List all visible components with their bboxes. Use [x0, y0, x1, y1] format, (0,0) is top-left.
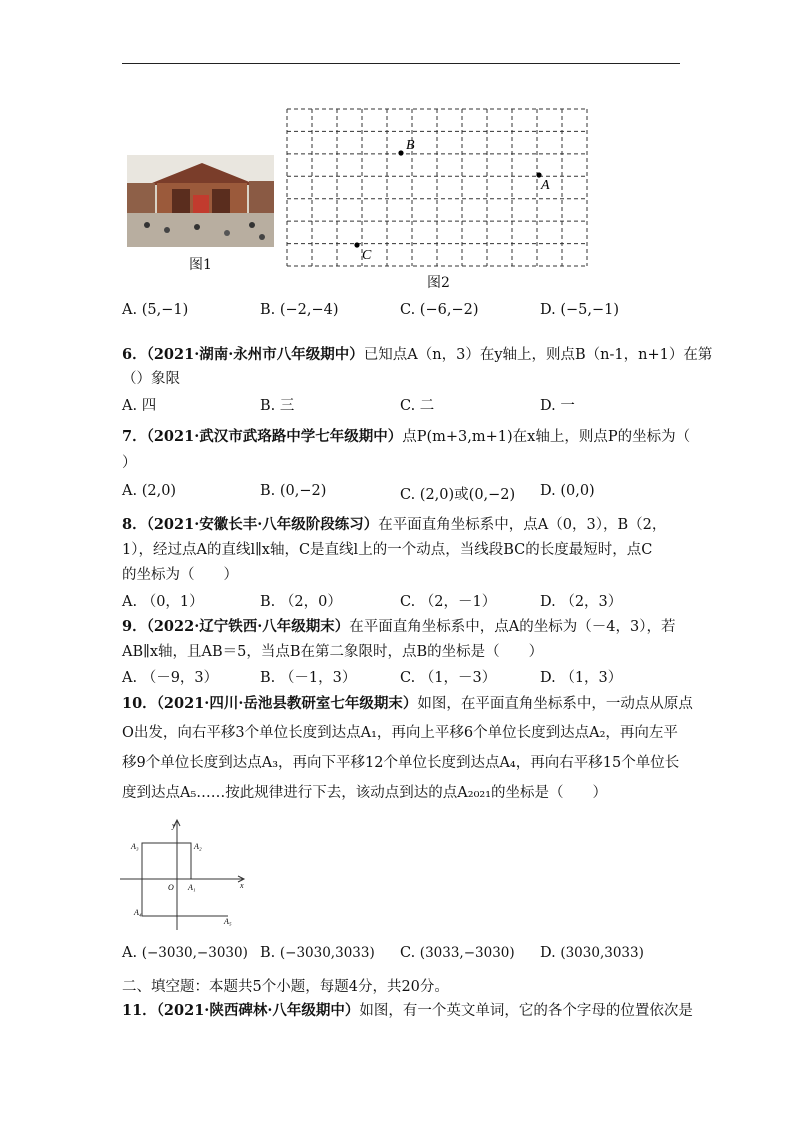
- point-a: [536, 172, 541, 177]
- q5-option-d[interactable]: D. (−5,−1): [540, 302, 620, 318]
- figure-1-photo: [127, 155, 274, 247]
- q8-option-a[interactable]: A. （0，1）: [122, 594, 204, 610]
- point-b-label: B: [406, 138, 415, 153]
- q10-stem-line-2: O出发，向右平移3个单位长度到达点A₁，再向上平移6个单位长度到达点A₂，再向左平: [122, 725, 678, 741]
- q5-option-a[interactable]: A. (5,−1): [122, 302, 189, 318]
- q10-option-b[interactable]: B. (−3030,3033): [260, 945, 375, 961]
- q10-option-c[interactable]: C. (3033,−3030): [400, 945, 515, 961]
- q10-fig-a4-label: A₄: [134, 908, 142, 917]
- q5-option-b[interactable]: B. (−2,−4): [260, 302, 339, 318]
- q10-figure: [120, 818, 250, 930]
- q10-stem-line-1: 10．（2021·四川·岳池县教研室七年级期末）如图，在平面直角坐标系中，一动点从原点: [122, 695, 693, 712]
- q6-option-c[interactable]: C. 二: [400, 398, 435, 414]
- q5-options: [122, 302, 682, 324]
- q7-options: [122, 483, 682, 505]
- q11-stem-line-1: 11．（2021·陕西碑林·八年级期中）如图，有一个英文单词，它的各个字母的位置依次是: [122, 1002, 693, 1019]
- q10-option-d[interactable]: D. (3030,3033): [540, 945, 644, 961]
- q6-stem-line-1: 6．（2021·湖南·永州市八年级期中）已知点A（n，3）在y轴上，则点B（n-1，n+1）在第: [122, 346, 713, 363]
- q10-fig-y-label: y: [172, 821, 176, 830]
- q7-option-b[interactable]: B. (0,−2): [260, 483, 327, 499]
- q10-stem-line-4: 度到达点A₅……按此规律进行下去，该动点到达的点A₂₀₂₁的坐标是（ ）: [122, 785, 608, 801]
- point-c-label: C: [362, 248, 372, 263]
- q8-stem-line-2: 1），经过点A的直线l∥x轴，C是直线l上的一个动点，当线段BC的长度最短时，点C: [122, 542, 653, 558]
- q6-option-d[interactable]: D. 一: [540, 398, 575, 414]
- q10-fig-a3-label: A₃: [131, 842, 139, 851]
- q6-option-a[interactable]: A. 四: [122, 398, 157, 414]
- q10-stem-line-3: 移9个单位长度到达点A₃，再向下平移12个单位长度到达点A₄，再向右平移15个单位长: [122, 755, 680, 771]
- q10-fig-x-label: x: [240, 881, 244, 890]
- q7-option-c[interactable]: C. (2,0)或(0,−2): [400, 487, 516, 503]
- q10-fig-o-label: O: [168, 883, 174, 892]
- q7-stem-line-1: 7．（2021·武汉市武珞路中学七年级期中）点P(m+3,m+1)在x轴上，则点P的坐标为（: [122, 428, 691, 445]
- q6-option-b[interactable]: B. 三: [260, 398, 295, 414]
- q9-options: [122, 666, 682, 688]
- header-rule: [122, 63, 680, 64]
- point-a-label: A: [541, 178, 550, 193]
- q10-option-a[interactable]: A. (−3030,−3030): [122, 945, 248, 961]
- q9-stem-line-1: 9．（2022·辽宁铁西·八年级期末）在平面直角坐标系中，点A的坐标为（－4，3），若: [122, 618, 676, 635]
- figure-2-caption: 图2: [427, 275, 450, 291]
- q6-options: [122, 394, 682, 416]
- figure-2-grid: [285, 107, 591, 270]
- point-c: [354, 242, 359, 247]
- q9-option-b[interactable]: B. （－1，3）: [260, 670, 357, 686]
- q10-fig-a2-label: A₂: [194, 842, 202, 851]
- q9-option-a[interactable]: A. （－9，3）: [122, 670, 219, 686]
- figure-1-caption: 图1: [189, 257, 212, 273]
- q8-option-c[interactable]: C. （2，－1）: [400, 594, 497, 610]
- q8-stem-line-1: 8．（2021·安徽长丰·八年级阶段练习）在平面直角坐标系中，点A（0，3），B（2，: [122, 516, 667, 533]
- q7-stem-line-2: ）: [122, 455, 137, 471]
- q8-options: [122, 590, 682, 612]
- q10-options: [122, 945, 682, 967]
- q8-option-b[interactable]: B. （2，0）: [260, 594, 342, 610]
- q5-option-c[interactable]: C. (−6,−2): [400, 302, 479, 318]
- q9-option-d[interactable]: D. （1，3）: [540, 670, 623, 686]
- q10-fig-a5-label: A₅: [224, 917, 232, 926]
- q6-stem-line-2: （）象限: [122, 371, 180, 387]
- q10-fig-a1-label: A₁: [188, 883, 196, 892]
- q7-option-a[interactable]: A. (2,0): [122, 483, 177, 499]
- section-2-title: 二、填空题：本题共5个小题，每题4分，共20分。: [122, 979, 449, 995]
- q7-option-d[interactable]: D. (0,0): [540, 483, 595, 499]
- q9-stem-line-2: AB∥x轴，且AB＝5，当点B在第二象限时，点B的坐标是（ ）: [122, 644, 544, 660]
- q8-stem-line-3: 的坐标为（ ）: [122, 567, 238, 583]
- q9-option-c[interactable]: C. （1，－3）: [400, 670, 497, 686]
- q8-option-d[interactable]: D. （2，3）: [540, 594, 623, 610]
- point-b: [398, 150, 403, 155]
